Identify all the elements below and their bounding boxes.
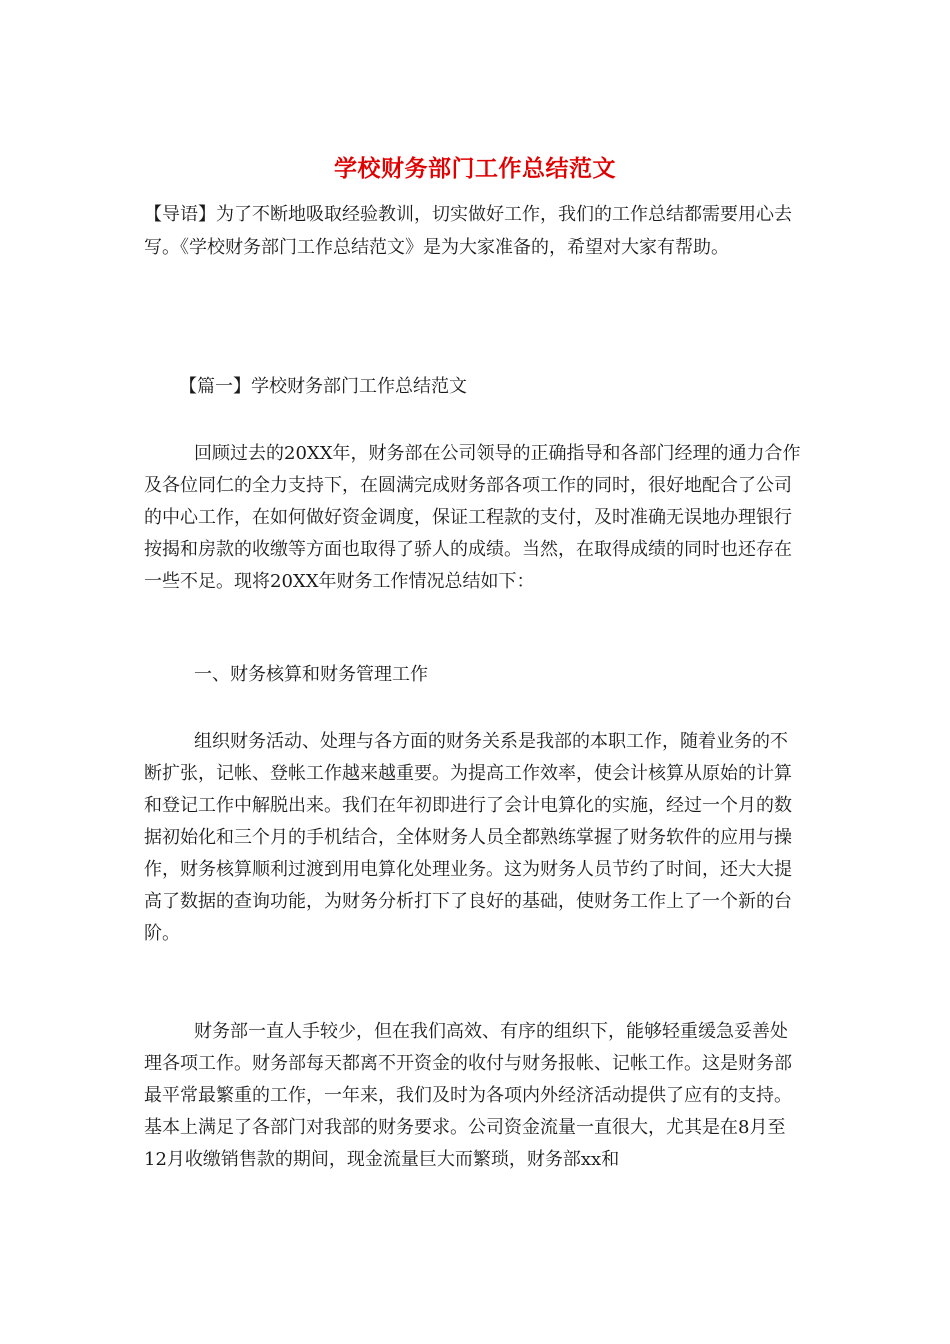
page-title: 学校财务部门工作总结范文 — [334, 155, 616, 182]
paragraph-2: 组织财务活动、处理与各方面的财务关系是我部的本职工作，随着业务的不断扩张，记帐、登帐工作越来越重要。为提高工作效率，使会计核算从原始的计算和登记工作中解脱出来。我们在年初即进行了会计电算化的实施，经过一个月的数据初始化和三个月的手机结合，全体财务人员全都熟练掌握了财务软件的应用与操作，财务核算顺利过渡到用电算化处理业务。这为财务人员节约了时间，还大大提高了数据的查询功能，为财务分析打下了良好的基础，使财务工作上了一个新的台阶。 — [144, 731, 792, 944]
paragraph-3: 财务部一直人手较少，但在我们高效、有序的组织下，能够轻重缓急妥善处理各项工作。财务部每天都离不开资金的收付与财务报帐、记帐工作。这是财务部最平常最繁重的工作，一年来，我们及时为各项内外经济活动提供了应有的支持。基本上满足了各部门对我部的财务要求。公司资金流量一直很大，尤其是在8月至12月收缴销售款的期间，现金流量巨大而繁琐，财务部xx和 — [144, 1021, 792, 1170]
intro-paragraph: 【导语】为了不断地吸取经验教训，切实做好工作，我们的工作总结都需要用心去写。《学校财务部门工作总结范文》是为大家准备的，希望对大家有帮助。 — [144, 204, 792, 258]
paragraph-1: 回顾过去的20XX年，财务部在公司领导的正确指导和各部门经理的通力合作及各位同仁的全力支持下，在圆满完成财务部各项工作的同时，很好地配合了公司的中心工作，在如何做好资金调度，保证工程款的支付，及时准确无误地办理银行按揭和房款的收缴等方面也取得了骄人的成绩。当然，在取得成绩的同时也还存在一些不足。现将20XX年财务工作情况总结如下： — [144, 443, 801, 592]
section-label: 【篇一】学校财务部门工作总结范文 — [179, 376, 467, 397]
section-heading-1: 一、财务核算和财务管理工作 — [194, 664, 428, 685]
